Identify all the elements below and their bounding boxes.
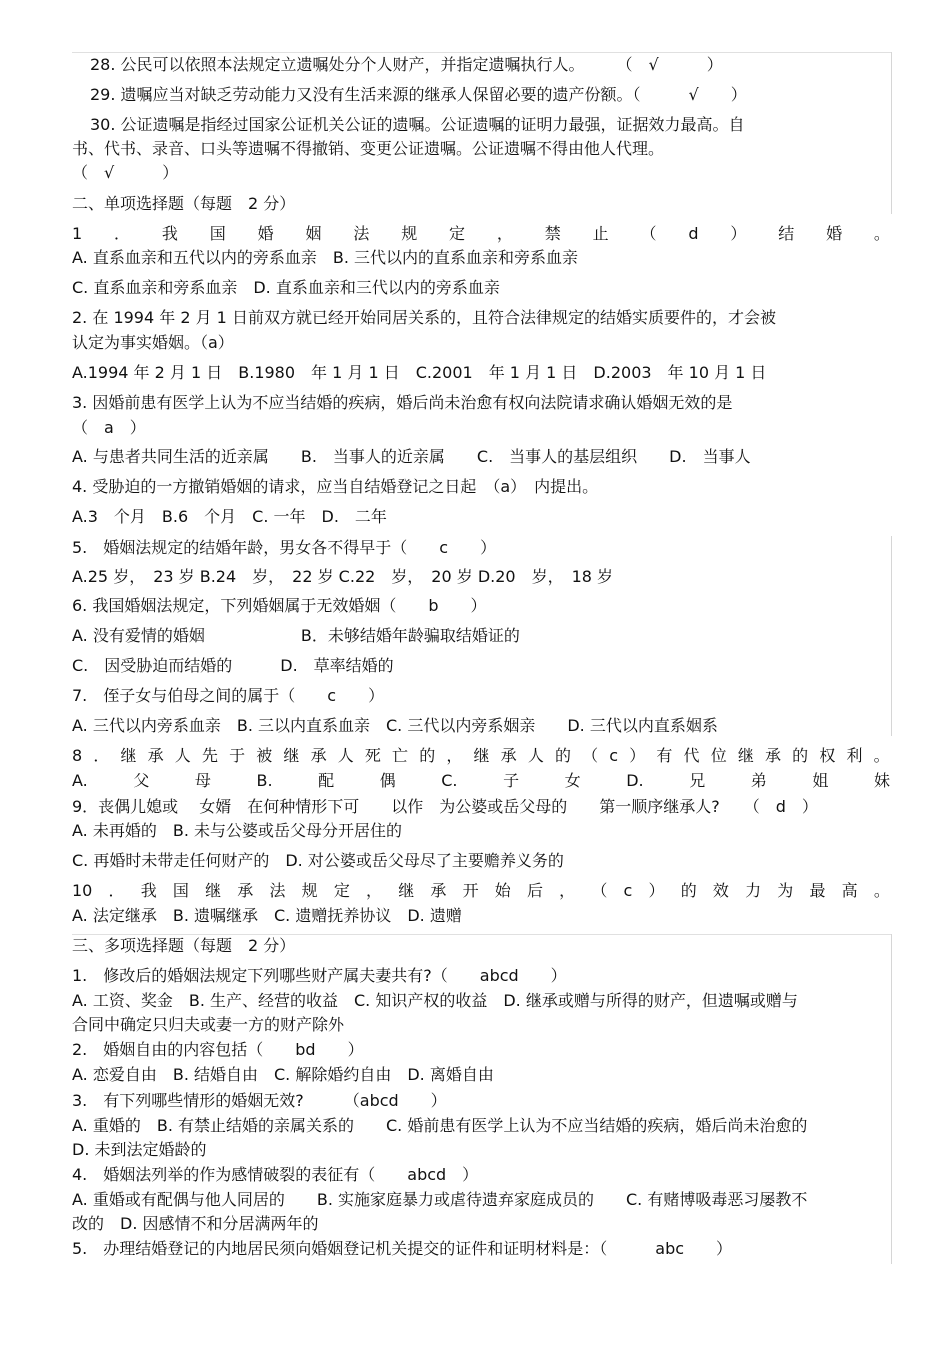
single-question-10-options: A. 法定继承 B. 遗嘱继承 C. 遗赠抚养协议 D. 遗赠 (72, 906, 462, 925)
question-char: 法 (269, 881, 286, 900)
question-char: ） (730, 224, 747, 243)
question-char: ． (108, 881, 125, 900)
right-border-lower (891, 934, 892, 1264)
single-question-8-options (72, 770, 890, 792)
question-char: 死 (364, 746, 381, 765)
question-char: 效 (712, 881, 729, 900)
question-char: 8 (72, 746, 83, 765)
single-question-6-options-a: A. 没有爱情的婚姻 B．未够结婚年龄骗取结婚证的 (72, 626, 520, 645)
option-char: 偶 (379, 771, 396, 790)
single-question-6: 6. 我国婚姻法规定，下列婚姻属于无效婚姻（ b ） (72, 596, 487, 615)
question-char: 止 (592, 224, 609, 243)
multi-question-3: 3. 有下列哪些情形的婚姻无效? （abcd ） (72, 1091, 447, 1110)
single-question-2-line2: 认定为事实婚姻。（a） (72, 333, 234, 352)
option-char: C. (441, 771, 458, 790)
question-char: 国 (209, 224, 226, 243)
multi-question-4-options-b: 改的 D. 因感情不和分居满两年的 (72, 1214, 319, 1233)
single-question-1 (72, 223, 890, 245)
multi-question-1-options-a: A. 工资、奖金 B. 生产、经营的收益 C. 知识产权的收益 D. 继承或赠与所得的财产，但遗嘱或赠与 (72, 991, 798, 1010)
question-char: 承 (500, 746, 517, 765)
question-char: 人 (337, 746, 354, 765)
question-char: 的 (419, 746, 436, 765)
question-char: 法 (353, 224, 370, 243)
question-char: 的 (792, 746, 809, 765)
question-char: 开 (462, 881, 479, 900)
single-question-1-options-b: C. 直系血亲和旁系血亲 D. 直系血亲和三代以内的旁系血亲 (72, 278, 500, 297)
option-char: 弟 (750, 771, 767, 790)
multi-question-4: 4. 婚姻法列举的作为感情破裂的表征有（ abcd ） (72, 1165, 479, 1184)
single-question-2-line1: 2. 在 1994 年 2 月 1 日前双方就已经开始同居关系的，且符合法律规定的结婚实质要件的，才会被 (72, 308, 776, 327)
question-char: 承 (147, 746, 164, 765)
single-question-4: 4. 受胁迫的一方撤销婚姻的请求，应当自结婚登记之日起 （a） 内提出。 (72, 477, 599, 496)
question-char: （ (582, 746, 599, 765)
question-char: 被 (256, 746, 273, 765)
single-question-4-options: A.3 个月 B.6 个月 C. 一年 D. 二年 (72, 507, 387, 526)
section-heading-multiple-choice: 三、多项选择题（每题 2 分） (72, 936, 296, 955)
question-char: ． (93, 746, 110, 765)
question-char: c (609, 746, 619, 765)
question-char: 承 (237, 881, 254, 900)
question-char: d (688, 224, 699, 243)
question-char: 有 (656, 746, 673, 765)
single-question-9: 9．丧偶儿媳或 女婿 在何种情形下可 以作 为公婆或岳父母的 第一顺序继承人? （ d ） (72, 797, 818, 816)
question-char: ， (559, 881, 576, 900)
option-char: 配 (318, 771, 335, 790)
question-char: （ (591, 881, 608, 900)
question-char: ， (496, 224, 513, 243)
option-char: 女 (564, 771, 581, 790)
question-char: 结 (778, 224, 795, 243)
question-char: 先 (201, 746, 218, 765)
question-char: 婚 (257, 224, 274, 243)
question-char: 继 (283, 746, 300, 765)
right-border-middle (891, 536, 892, 736)
question-char: 。 (873, 746, 890, 765)
question-char: 于 (229, 746, 246, 765)
question-char: 姻 (305, 224, 322, 243)
single-question-6-options-b: C. 因受胁迫而结婚的 D. 草率结婚的 (72, 656, 394, 675)
question-char: 禁 (544, 224, 561, 243)
question-char: 力 (745, 881, 762, 900)
question-char: 。 (873, 881, 890, 900)
multi-question-5: 5. 办理结婚登记的内地居民须向婚姻登记机关提交的证件和证明材料是：（ abc ） (72, 1239, 733, 1258)
question-char: ） (629, 746, 646, 765)
option-char: 母 (194, 771, 211, 790)
single-question-8 (72, 745, 890, 767)
question-char: 承 (765, 746, 782, 765)
single-question-1-options-a: A. 直系血亲和五代以内的旁系血亲 B. 三代以内的直系血亲和旁系血亲 (72, 248, 578, 267)
single-question-3-line1: 3. 因婚前患有医学上认为不应当结婚的疾病，婚后尚未治愈有权向法院请求确认婚姻无效的是 (72, 393, 733, 412)
option-char: 子 (503, 771, 520, 790)
question-char: c (623, 881, 633, 900)
question-char: 始 (494, 881, 511, 900)
single-question-5-options: A.25 岁， 23 岁 B.24 岁， 22 岁 C.22 岁， 20 岁 D.20 岁， 18 岁 (72, 567, 614, 586)
multi-question-2: 2. 婚姻自由的内容包括（ bd ） (72, 1040, 364, 1059)
top-border (72, 52, 892, 53)
question-char: （ (640, 224, 657, 243)
question-char: 最 (809, 881, 826, 900)
single-question-9-options-b: C. 再婚时未带走任何财产的 D. 对公婆或岳父母尽了主要赡养义务的 (72, 851, 564, 870)
question-char: 10 (72, 881, 93, 900)
question-char: 规 (301, 881, 318, 900)
question-char: 我 (140, 881, 157, 900)
question-char: ， (446, 746, 463, 765)
single-question-5: 5. 婚姻法规定的结婚年龄，男女各不得早于（ c ） (72, 538, 497, 557)
multi-question-4-options-a: A. 重婚或有配偶与他人同居的 B. 实施家庭暴力或虐待遗弃家庭成员的 C. 有赌博吸毒恶习屡教不 (72, 1190, 808, 1209)
question-char: 位 (710, 746, 727, 765)
option-char: B. (256, 771, 273, 790)
option-char: 妹 (873, 771, 890, 790)
option-char: 兄 (689, 771, 706, 790)
multi-question-3-options-a: A. 重婚的 B. 有禁止结婚的亲属关系的 C. 婚前患有医学上认为不应当结婚的疾病，婚后尚未治愈的 (72, 1116, 808, 1135)
right-border-upper (891, 52, 892, 214)
question-char: 继 (120, 746, 137, 765)
single-question-7-options: A. 三代以内旁系血亲 B. 三以内直系血亲 C. 三代以内旁系姻亲 D. 三代以内直系姻系 (72, 716, 718, 735)
option-char: 姐 (812, 771, 829, 790)
multi-question-1: 1. 修改后的婚姻法规定下列哪些财产属夫妻共有?（ abcd ） (72, 966, 567, 985)
option-char: D. (626, 771, 644, 790)
tf-question-28: 28. 公民可以依照本法规定立遗嘱处分个人财产，并指定遗嘱执行人。 （ √ ） (90, 55, 723, 74)
question-char: 。 (873, 224, 890, 243)
question-char: 的 (680, 881, 697, 900)
question-char: 为 (777, 881, 794, 900)
question-char: 后 (526, 881, 543, 900)
question-char: ） (648, 881, 665, 900)
question-char: 的 (554, 746, 571, 765)
question-char: 承 (310, 746, 327, 765)
option-char: A. (72, 771, 88, 790)
question-char: 国 (172, 881, 189, 900)
tf-question-30-line2: 书、代书、录音、口头等遗嘱不得撤销、变更公证遗嘱。公证遗嘱不得由他人代理。 (72, 139, 665, 158)
question-char: 高 (841, 881, 858, 900)
tf-question-30-line1: 30. 公证遗嘱是指经过国家公证机关公证的遗嘱。公证遗嘱的证明力最强，证据效力最高。自 (90, 115, 745, 134)
question-char: ， (366, 881, 383, 900)
question-char: 定 (333, 881, 350, 900)
single-question-7: 7. 侄子女与伯母之间的属于（ c ） (72, 686, 385, 705)
single-question-2-options: A.1994 年 2 月 1 日 B.1980 年 1 月 1 日 C.2001 年 1 月 1 日 D.2003 年 10 月 1 日 (72, 363, 767, 382)
multi-question-1-options-b: 合同中确定只归夫或妻一方的财产除外 (72, 1015, 345, 1034)
question-char: 继 (737, 746, 754, 765)
question-char: 继 (398, 881, 415, 900)
question-char: 利 (846, 746, 863, 765)
multi-question-2-options: A. 恋爱自由 B. 结婚自由 C. 解除婚约自由 D. 离婚自由 (72, 1065, 494, 1084)
question-char: 权 (819, 746, 836, 765)
question-char: 规 (401, 224, 418, 243)
question-char: 继 (473, 746, 490, 765)
single-question-3-options: A. 与患者共同生活的近亲属 B. 当事人的近亲属 C. 当事人的基层组织 D. 当事人 (72, 447, 751, 466)
section-heading-single-choice: 二、单项选择题（每题 2 分） (72, 194, 296, 213)
question-char: 继 (205, 881, 222, 900)
option-char: 父 (133, 771, 150, 790)
question-char: 承 (430, 881, 447, 900)
question-char: 1 (72, 224, 83, 243)
single-question-10 (72, 880, 890, 902)
single-question-3-line2: （ a ） (72, 418, 146, 437)
question-char: 人 (527, 746, 544, 765)
single-question-9-options-a: A. 未再婚的 B. 未与公婆或岳父母分开居住的 (72, 821, 402, 840)
tf-question-30-answer: （ √ ） (72, 163, 179, 182)
question-char: 亡 (392, 746, 409, 765)
question-char: 人 (174, 746, 191, 765)
question-char: ． (114, 224, 131, 243)
question-char: 婚 (826, 224, 843, 243)
multi-question-3-options-b: D. 未到法定婚龄的 (72, 1140, 207, 1159)
question-char: 定 (449, 224, 466, 243)
question-char: 代 (683, 746, 700, 765)
tf-question-29: 29. 遗嘱应当对缺乏劳动能力又没有生活来源的继承人保留必要的遗产份额。（ √ ） (90, 85, 747, 104)
question-char: 我 (161, 224, 178, 243)
